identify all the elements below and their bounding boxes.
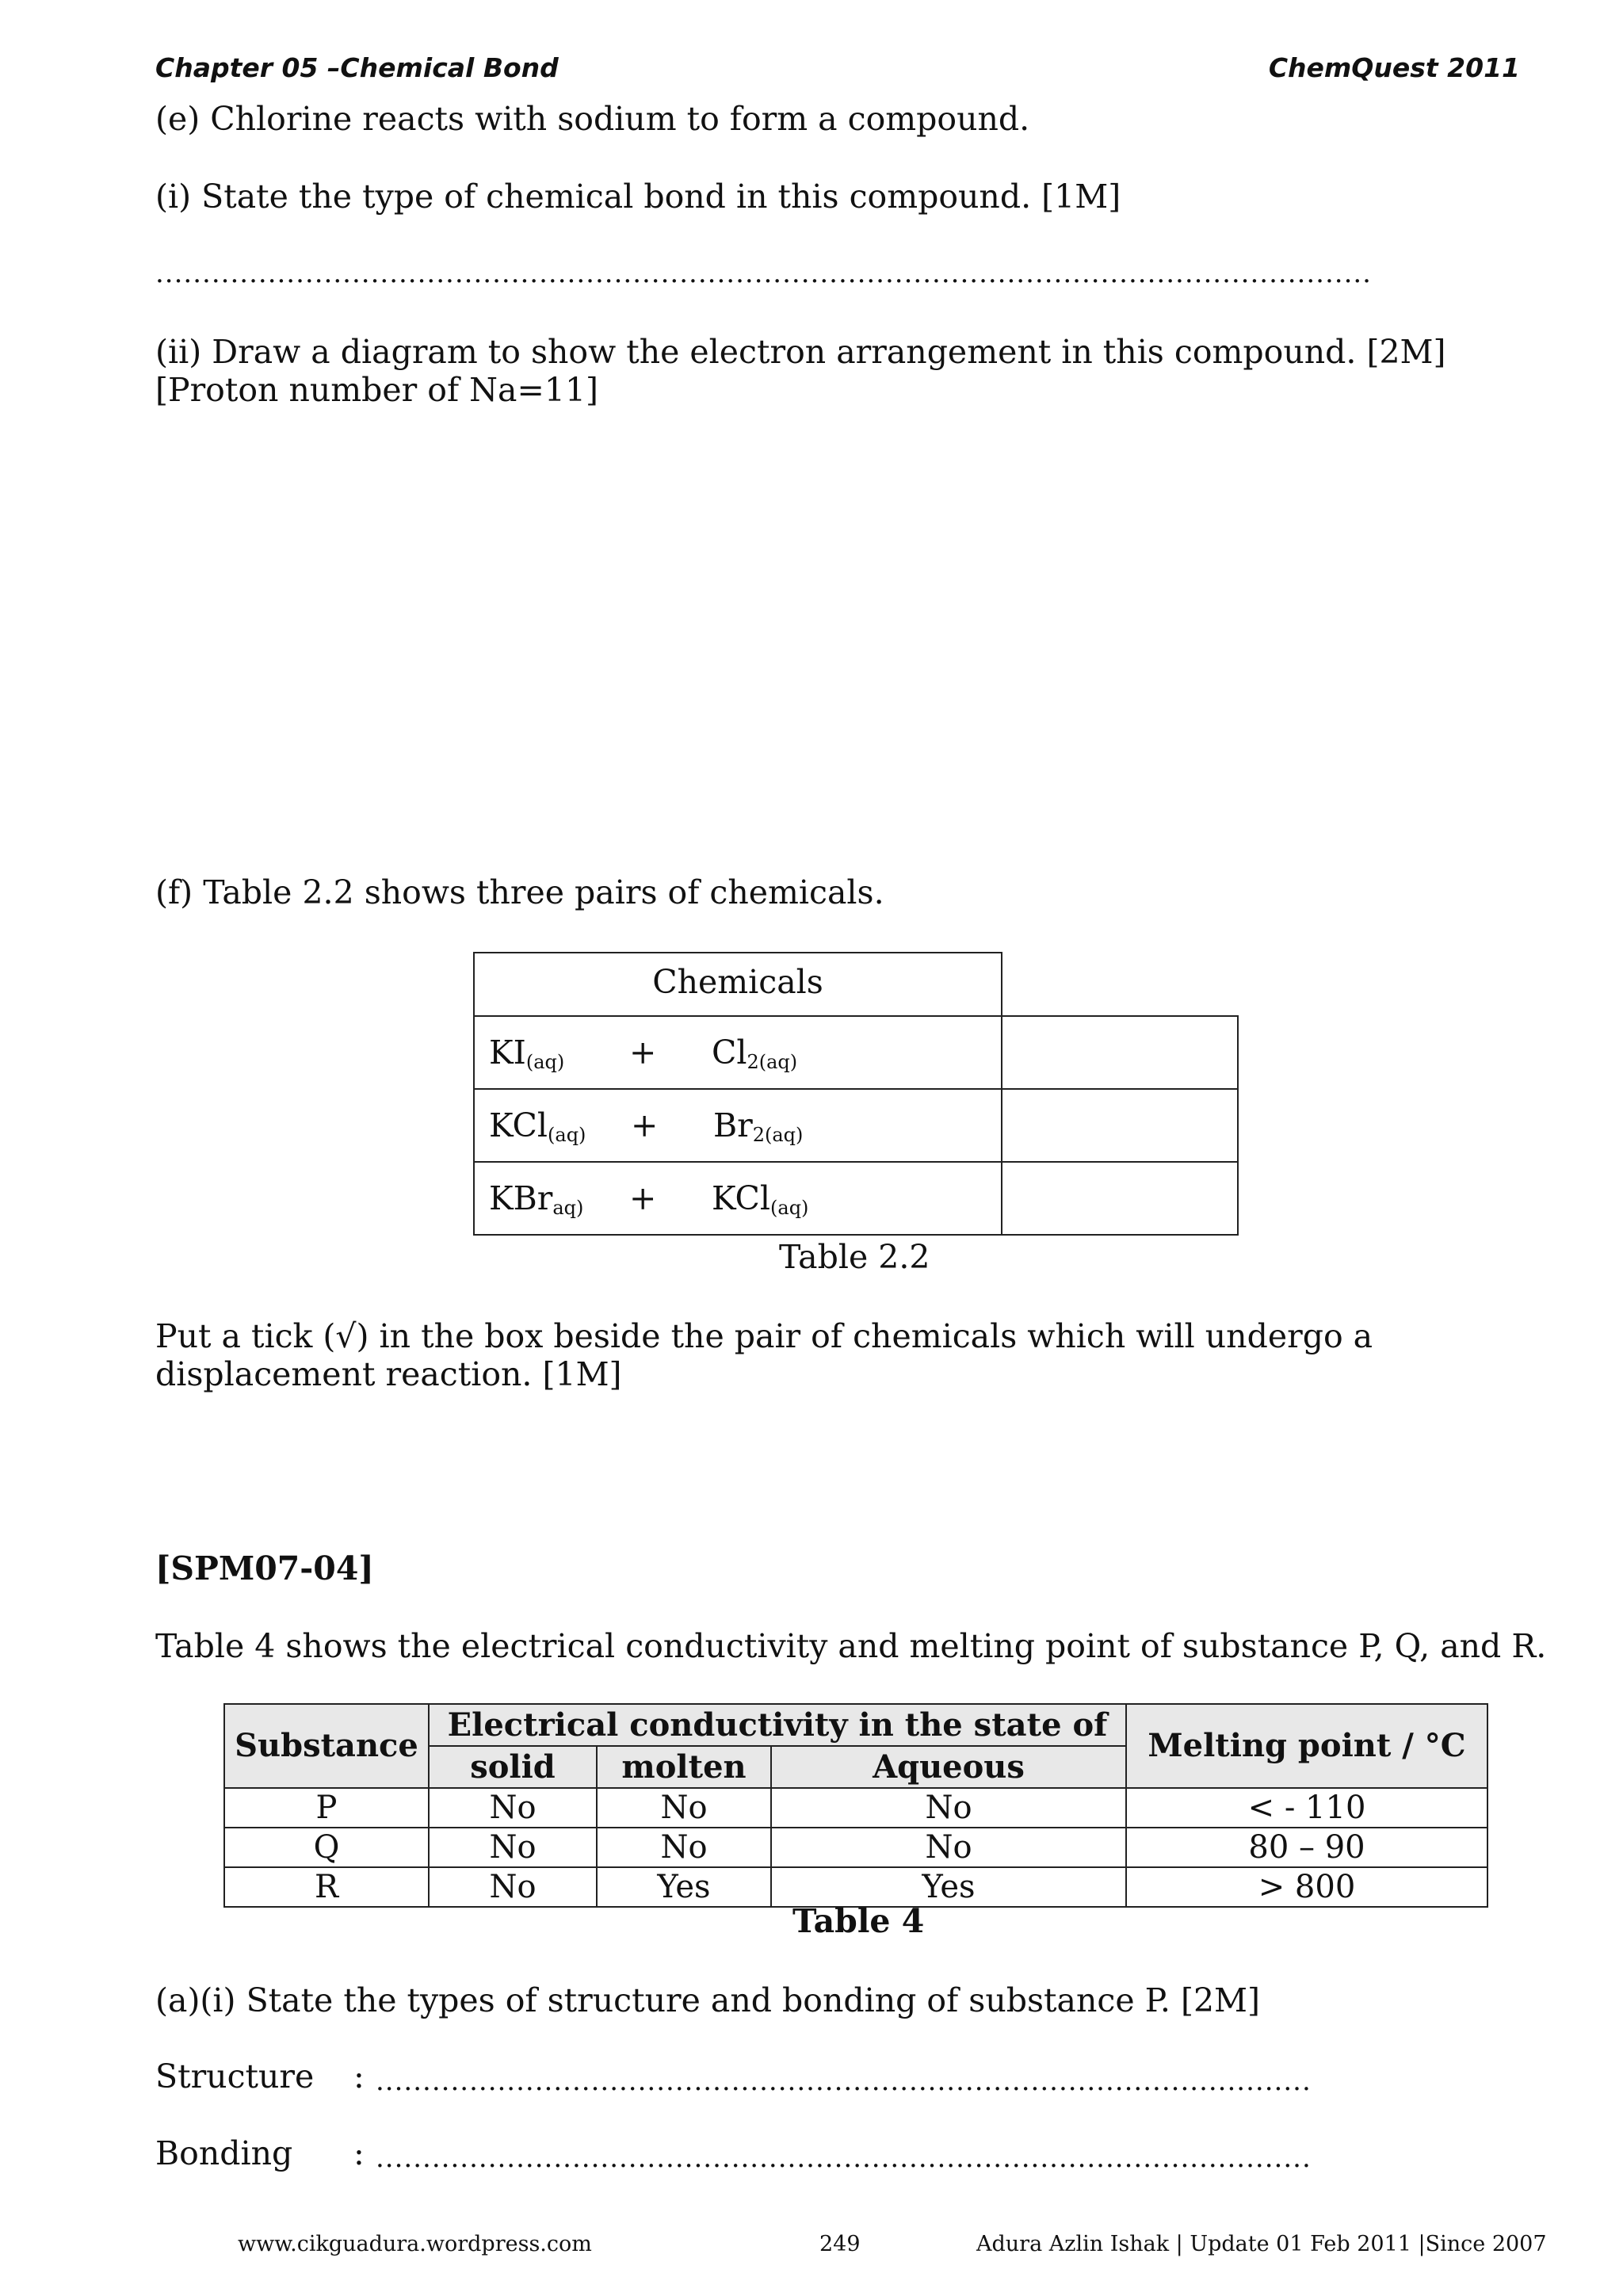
- tick-box-3[interactable]: [1001, 1161, 1239, 1236]
- question-e-part-i: (i) State the type of chemical bond in this compound. [1M]: [155, 178, 1121, 216]
- header-melting-point: Melting point / °C: [1126, 1704, 1487, 1788]
- bonding-answer-line[interactable]: ....................................................................................................: [376, 2142, 1312, 2174]
- header-conductivity: Electrical conductivity in the state of: [429, 1704, 1126, 1746]
- cell-melting: 80 – 90: [1126, 1828, 1487, 1867]
- cell-melting: > 800: [1126, 1867, 1487, 1907]
- tick-instruction-line2: displacement reaction. [1M]: [155, 1355, 622, 1393]
- header-substance: Substance: [224, 1704, 429, 1788]
- cell-solid: No: [429, 1867, 597, 1907]
- row2-plus: +: [631, 1106, 659, 1144]
- tick-box-1[interactable]: [1001, 1015, 1239, 1090]
- cell-substance: P: [224, 1788, 429, 1828]
- row3-right: KCl$_{(aq)}$: [712, 1179, 809, 1219]
- question-a-i: (a)(i) State the types of structure and bonding of substance P. [2M]: [155, 1981, 1261, 2019]
- row1-plus: +: [629, 1033, 657, 1072]
- tick-box-2[interactable]: [1001, 1088, 1239, 1163]
- cell-substance: Q: [224, 1828, 429, 1867]
- table-row: [224, 1867, 1487, 1907]
- question-e-intro: (e) Chlorine reacts with sodium to form a compound.: [155, 100, 1030, 138]
- table-4-intro: Table 4 shows the electrical conductivity and melting point of substance P, Q, and R.: [155, 1627, 1547, 1665]
- row1-right: $Cl_{2(aq)}$: [712, 1033, 798, 1073]
- structure-colon: :: [353, 2057, 365, 2095]
- brand-title: ChemQuest 2011: [1268, 52, 1520, 83]
- row1-left: $KI_{(aq)}$: [489, 1033, 565, 1073]
- proton-number-note: [Proton number of Na=11]: [155, 371, 599, 409]
- cell-aqueous: Yes: [771, 1867, 1126, 1907]
- question-e-part-ii: (ii) Draw a diagram to show the electron arrangement in this compound. [2M]: [155, 333, 1446, 371]
- cell-melting: < - 110: [1126, 1788, 1487, 1828]
- answer-line-e-i[interactable]: ..................................................................................................................................: [155, 258, 1372, 289]
- table-4-caption: Table 4: [792, 1902, 925, 1940]
- chemicals-header: Chemicals: [652, 963, 823, 1001]
- cell-molten: No: [597, 1828, 771, 1867]
- table-row: [224, 1828, 1487, 1867]
- header-aqueous: Aqueous: [771, 1746, 1126, 1788]
- question-f-intro: (f) Table 2.2 shows three pairs of chemicals.: [155, 873, 884, 911]
- chapter-title: Chapter 05 –Chemical Bond: [155, 52, 559, 83]
- row3-left: KBr$_{aq)}$: [489, 1179, 584, 1219]
- footer-website: www.cikguadura.wordpress.com: [238, 2232, 592, 2256]
- cell-aqueous: No: [771, 1788, 1126, 1828]
- header-molten: molten: [597, 1746, 771, 1788]
- table-4: [223, 1703, 1488, 1908]
- table-row: [224, 1788, 1487, 1828]
- row2-right: $Br_{2(aq)}$: [713, 1106, 804, 1146]
- cell-solid: No: [429, 1828, 597, 1867]
- cell-molten: No: [597, 1788, 771, 1828]
- cell-molten: Yes: [597, 1867, 771, 1907]
- structure-answer-line[interactable]: ....................................................................................................: [376, 2065, 1312, 2097]
- cell-aqueous: No: [771, 1828, 1126, 1867]
- bonding-label: Bonding: [155, 2134, 293, 2172]
- footer-page-number: 249: [819, 2232, 861, 2256]
- tick-instruction-line1: Put a tick (√) in the box beside the pair of chemicals which will undergo a: [155, 1317, 1373, 1355]
- row2-left: KCl$_{(aq)}$: [489, 1106, 586, 1146]
- cell-solid: No: [429, 1788, 597, 1828]
- bonding-colon: :: [353, 2134, 365, 2172]
- structure-label: Structure: [155, 2057, 315, 2095]
- cell-substance: R: [224, 1867, 429, 1907]
- spm-tag: [SPM07-04]: [155, 1549, 374, 1587]
- footer-author: Adura Azlin Ishak | Update 01 Feb 2011 |Since 2007: [976, 2232, 1547, 2256]
- header-solid: solid: [429, 1746, 597, 1788]
- row3-plus: +: [629, 1179, 657, 1217]
- table-2-2-caption: Table 2.2: [779, 1238, 930, 1276]
